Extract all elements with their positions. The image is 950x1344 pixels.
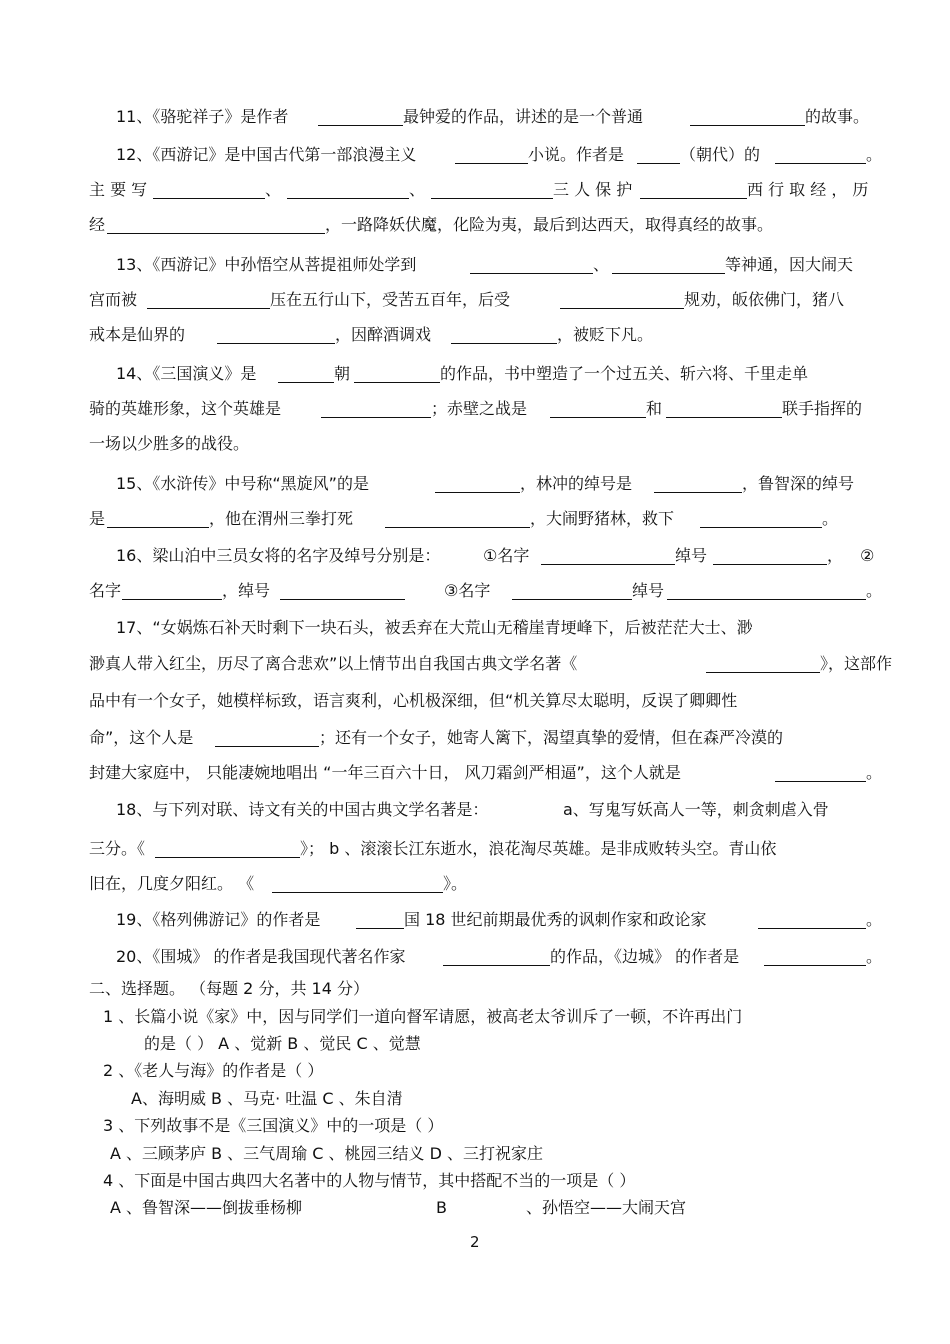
line-text: 是 (89, 509, 106, 528)
line-text: 的作品，《边城》 的作者是 (550, 947, 740, 966)
answer-blank[interactable] (107, 233, 325, 234)
answer-blank[interactable] (153, 198, 265, 199)
line-text: 15、《水浒传》中号称“黑旋风”的是 (116, 474, 369, 493)
answer-blank[interactable] (147, 308, 270, 309)
line-text: 1 、长篇小说《家》中，因与同学们一道向督军请愿，被高老太爷训斥了一顿，不许再出门 (103, 1007, 743, 1026)
line-text: 一场以少胜多的战役。 (89, 434, 250, 453)
line-text: ② (860, 546, 875, 565)
line-text: ，被贬下凡。 (557, 325, 654, 344)
line-text: 绰号 (675, 546, 708, 565)
line-text: a、写鬼写妖高人一等，刺贪刺虐入骨 (563, 800, 829, 819)
line-text: 旧在，几度夕阳红。 《 (89, 874, 255, 893)
line-text: 和 (646, 399, 663, 418)
line-text: 名字 (89, 581, 122, 600)
line-text: ，鲁智深的绰号 (742, 474, 855, 493)
line-text: ，林冲的绰号是 (520, 474, 633, 493)
answer-blank[interactable] (775, 781, 866, 782)
answer-blank[interactable] (541, 564, 675, 565)
line-text: 14、《三国演义》是 (116, 364, 257, 383)
answer-blank[interactable] (217, 343, 335, 344)
line-text: 。 (866, 581, 883, 600)
line-text: 品中有一个女子，她模样标致，语言爽利，心机极深细，但“机关算尽太聪明，反误了卿卿性 (89, 691, 738, 710)
line-text: 、 (409, 180, 426, 199)
line-text: ，一路降妖伏魔，化险为夷，最后到达西天，取得真经的故事。 (325, 215, 774, 234)
line-text: 20、《围城》 的作者是我国现代著名作家 (116, 947, 406, 966)
answer-blank[interactable] (443, 965, 550, 966)
line-text: 17、“女娲炼石补天时剩下一块石头，被丢弃在大荒山无稽崖青埂峰下，后被茫茫大士、渺 (116, 618, 753, 637)
line-text: 、 (265, 180, 282, 199)
answer-blank[interactable] (764, 965, 866, 966)
line-text: ，因醉酒调戏 (335, 325, 432, 344)
line-text: 规劝，皈依佛门，猪八 (684, 290, 845, 309)
answer-blank[interactable] (666, 417, 782, 418)
line-text: ， (827, 546, 844, 565)
line-text: 西 行 取 经 ， 历 (747, 180, 869, 199)
answer-blank[interactable] (550, 417, 646, 418)
line-text: 骑的英雄形象，这个英雄是 (89, 399, 282, 418)
line-text: 、 (593, 255, 610, 274)
line-text: 13、《西游记》中孙悟空从菩提祖师处学到 (116, 255, 417, 274)
line-text: 最钟爱的作品，讲述的是一个普通 (403, 107, 644, 126)
line-text: 。 (866, 910, 883, 929)
line-text: 联手指挥的 (782, 399, 863, 418)
answer-blank[interactable] (706, 672, 820, 673)
line-text: 4 、下面是中国古典四大名著中的人物与情节，其中搭配不当的一项是（ ） (103, 1171, 636, 1190)
answer-blank[interactable] (431, 198, 553, 199)
line-text: 。 (866, 763, 883, 782)
line-text: 朝 (334, 364, 351, 383)
line-text: 18、与下列对联、诗文有关的中国古典文学名著是： (116, 800, 489, 819)
answer-blank[interactable] (654, 492, 742, 493)
answer-blank[interactable] (107, 527, 209, 528)
line-text: 16、梁山泊中三员女将的名字及绰号分别是： (116, 546, 441, 565)
answer-blank[interactable] (356, 928, 404, 929)
line-text: ③名字 (444, 581, 491, 600)
line-text: ，绰号 (222, 581, 271, 600)
line-text: 的作品，书中塑造了一个过五关、斩六将、千里走单 (440, 364, 809, 383)
line-text: 》。 (443, 874, 468, 893)
line-text: 的是（ ） A 、觉新 B 、觉民 C 、觉慧 (144, 1034, 421, 1053)
line-text: 命”，这个人是 (89, 728, 194, 747)
answer-blank[interactable] (700, 527, 822, 528)
line-text: （朝代）的 (680, 145, 761, 164)
answer-blank[interactable] (321, 417, 431, 418)
line-text: 二、选择题。 （每题 2 分，共 14 分） (89, 979, 369, 998)
answer-blank[interactable] (560, 308, 684, 309)
line-text: A 、鲁智深——倒拔垂杨柳 (110, 1198, 303, 1217)
line-text: 压在五行山下，受苦五百年，后受 (270, 290, 511, 309)
line-text: ；赤壁之战是 (431, 399, 528, 418)
answer-blank[interactable] (278, 382, 334, 383)
answer-blank[interactable] (272, 892, 443, 893)
answer-blank[interactable] (122, 599, 222, 600)
line-text: A、海明威 B 、马克· 吐温 C 、朱自清 (131, 1089, 403, 1108)
line-text: 。 (822, 509, 839, 528)
line-text: 19、《格列佛游记》的作者是 (116, 910, 321, 929)
answer-blank[interactable] (455, 163, 528, 164)
line-text: 绰号 (632, 581, 665, 600)
line-text: 三分。《 (89, 839, 146, 858)
answer-blank[interactable] (318, 125, 403, 126)
line-text: ；还有一个女子，她寄人篱下，渴望真挚的爱情，但在森严冷漠的 (319, 728, 784, 747)
line-text: 国 18 世纪前期最优秀的讽刺作家和政论家 (404, 910, 707, 929)
line-text: 》，这部作 (820, 654, 893, 673)
line-text: 三 人 保 护 (553, 180, 633, 199)
line-text: A 、三顾茅庐 B 、三气周瑜 C 、桃园三结义 D 、三打祝家庄 (110, 1144, 544, 1163)
answer-blank[interactable] (435, 492, 520, 493)
line-text: B (436, 1198, 447, 1217)
page-number: 2 (470, 1233, 480, 1251)
line-text: 等神通，因大闹天 (725, 255, 854, 274)
line-text: 戒本是仙界的 (89, 325, 186, 344)
answer-blank[interactable] (354, 382, 440, 383)
line-text: 11、《骆驼祥子》是作者 (116, 107, 289, 126)
answer-blank[interactable] (637, 163, 680, 164)
answer-blank[interactable] (280, 599, 405, 600)
answer-blank[interactable] (612, 273, 725, 274)
line-text: 经 (89, 215, 106, 234)
line-text: 小说。作者是 (528, 145, 625, 164)
line-text: 3 、下列故事不是《三国演义》中的一项是（ ） (103, 1116, 444, 1135)
line-text: 、孙悟空——大闹天宫 (526, 1198, 687, 1217)
answer-blank[interactable] (758, 928, 866, 929)
line-text: 的故事。 (805, 107, 870, 126)
line-text: 主 要 写 (89, 180, 148, 199)
answer-blank[interactable] (215, 746, 319, 747)
line-text: 。 (866, 947, 883, 966)
line-text: 封建大家庭中， 只能凄婉地唱出 “一年三百六十日， 风刀霜剑严相逼”，这个人就是 (89, 763, 681, 782)
line-text: 渺真人带入红尘，历尽了离合悲欢”以上情节出自我国古典文学名著《 (89, 654, 578, 673)
answer-blank[interactable] (667, 599, 866, 600)
answer-blank[interactable] (287, 198, 409, 199)
answer-blank[interactable] (385, 527, 530, 528)
answer-blank[interactable] (451, 343, 557, 344)
answer-blank[interactable] (690, 125, 805, 126)
answer-blank[interactable] (713, 564, 827, 565)
line-text: ①名字 (483, 546, 530, 565)
line-text: ，他在渭州三拳打死 (209, 509, 354, 528)
line-text: 宫而被 (89, 290, 138, 309)
line-text: 。 (866, 145, 883, 164)
line-text: 12、《西游记》是中国古代第一部浪漫主义 (116, 145, 417, 164)
line-text: 2 、《老人与海》的作者是（ ） (103, 1061, 324, 1080)
answer-blank[interactable] (640, 198, 747, 199)
line-text: ，大闹野猪林，救下 (530, 509, 675, 528)
answer-blank[interactable] (470, 273, 593, 274)
answer-blank[interactable] (512, 599, 632, 600)
line-text: 》； b 、滚滚长江东逝水，浪花淘尽英雄。是非成败转头空。青山依 (300, 839, 777, 858)
answer-blank[interactable] (155, 857, 300, 858)
answer-blank[interactable] (775, 163, 866, 164)
